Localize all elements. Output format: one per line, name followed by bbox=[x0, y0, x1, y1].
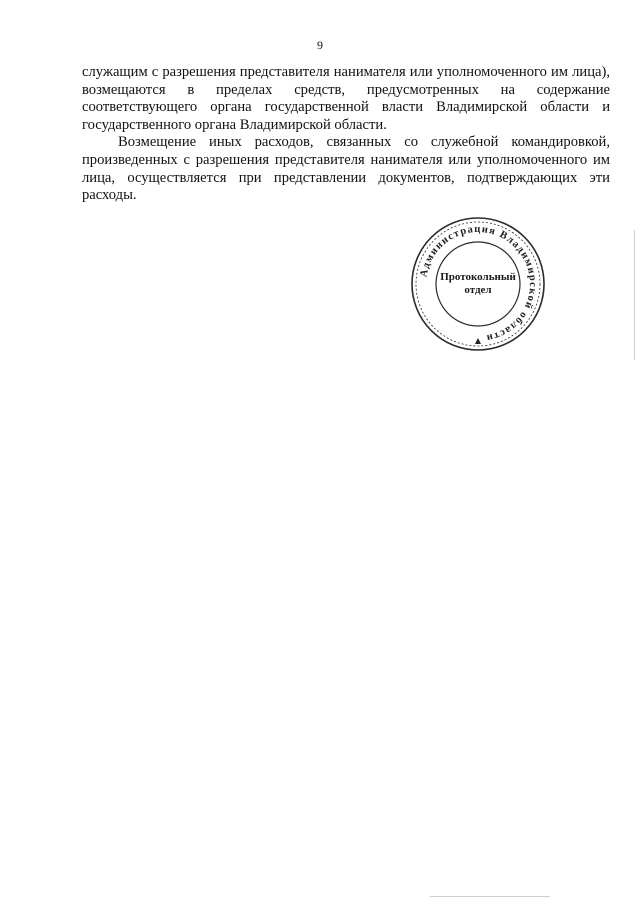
scan-artifact-right-edge bbox=[634, 230, 635, 360]
stamp-center bbox=[408, 214, 548, 354]
body-text bbox=[82, 64, 610, 205]
stamp-center-line-1: Протокольный bbox=[440, 271, 516, 283]
official-stamp bbox=[408, 214, 548, 354]
page-number: 9 bbox=[317, 38, 323, 52]
stamp-center-line-2: отдел bbox=[464, 284, 492, 296]
stamp-ring-text: Администрация Владимирской области bbox=[418, 223, 539, 344]
scan-artifact-bottom bbox=[430, 896, 550, 897]
paragraph-expenses: Возмещение иных расходов, связанных со служебной командировкой, произведенных с разрешения представителя нанимателя или уполномоченного им лица, осуществляется при представлении документов, подтверждающих эти расходы. bbox=[82, 134, 610, 204]
paragraph-continuation: служащим с разрешения представителя нанимателя или уполномоченного им лица), возмещаются в пределах средств, предусмотренных на содержание соответствующего органа государственной власти Владимирской области и государственного органа Владимирской области. bbox=[82, 64, 610, 133]
